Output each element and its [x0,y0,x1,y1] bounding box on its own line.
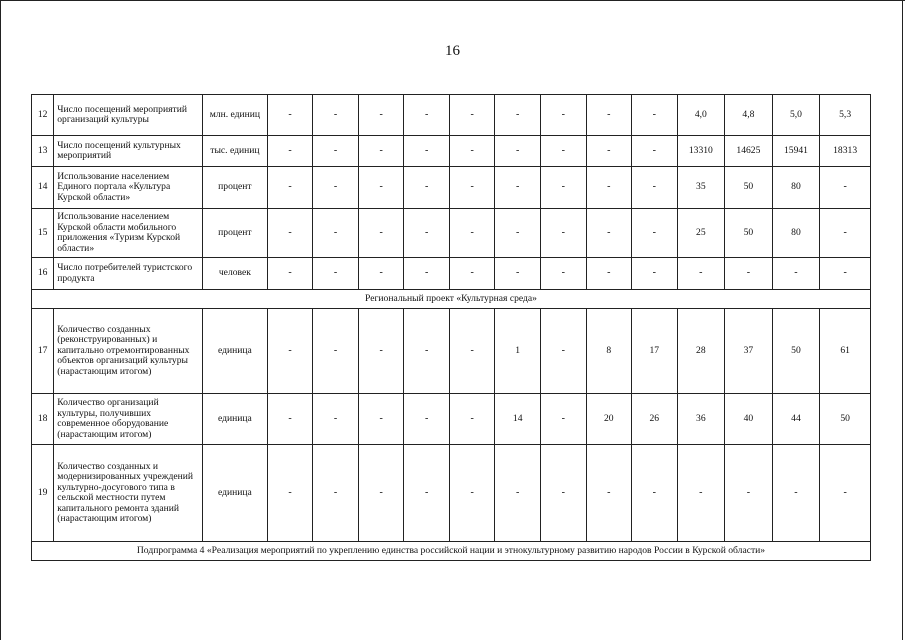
value-cell: - [404,394,450,445]
value-cell: 14625 [725,136,773,167]
row-number: 19 [32,445,54,542]
value-cell: - [404,95,450,136]
value-cell: - [632,209,678,258]
value-cell: - [820,209,871,258]
value-cell: - [313,394,359,445]
table-row [32,95,871,136]
value-cell: - [495,445,541,542]
value-cell: - [358,167,404,209]
value-cell: - [725,258,773,290]
page-edge-right [902,0,903,640]
value-cell: - [313,209,359,258]
value-cell: - [632,445,678,542]
value-cell: 5,0 [772,95,820,136]
table-row [32,209,871,258]
value-cell: - [267,136,313,167]
value-cell: - [358,95,404,136]
value-cell: 15941 [772,136,820,167]
value-cell: - [313,136,359,167]
table-row [32,136,871,167]
value-cell: - [404,445,450,542]
unit-of-measure: процент [203,167,268,209]
value-cell: - [632,258,678,290]
value-cell: 61 [820,309,871,394]
page-edge-top [0,0,905,1]
row-number: 15 [32,209,54,258]
unit-of-measure: человек [203,258,268,290]
value-cell: 4,8 [725,95,773,136]
unit-of-measure: тыс. единиц [203,136,268,167]
value-cell: - [540,167,586,209]
value-cell: - [449,445,495,542]
value-cell: - [586,445,632,542]
unit-of-measure: процент [203,209,268,258]
page-edge-left [0,0,1,640]
value-cell: 50 [725,209,773,258]
value-cell: 28 [677,309,725,394]
section-header-regional-project: Региональный проект «Культурная среда» [32,290,871,309]
indicator-name: Использование населением Единого портала «Культура Курской области» [54,167,203,209]
page-number: 16 [445,43,460,59]
row-number: 13 [32,136,54,167]
value-cell: - [540,394,586,445]
value-cell: - [404,209,450,258]
value-cell: 18313 [820,136,871,167]
table-body-footer [32,542,871,561]
value-cell: - [404,167,450,209]
value-cell: 14 [495,394,541,445]
value-cell: - [313,95,359,136]
value-cell: 80 [772,167,820,209]
value-cell: - [267,167,313,209]
indicators-table [31,94,871,561]
indicator-name: Использование населением Курской области мобильного приложения «Туризм Курской области» [54,209,203,258]
value-cell: - [449,258,495,290]
value-cell: - [540,209,586,258]
row-number: 14 [32,167,54,209]
value-cell: - [358,394,404,445]
table-row [32,309,871,394]
value-cell: - [449,394,495,445]
value-cell: 40 [725,394,773,445]
value-cell: - [772,258,820,290]
value-cell: - [267,309,313,394]
value-cell: - [404,309,450,394]
value-cell: 36 [677,394,725,445]
value-cell: 35 [677,167,725,209]
value-cell: - [772,445,820,542]
value-cell: - [313,445,359,542]
value-cell: 4,0 [677,95,725,136]
value-cell: 20 [586,394,632,445]
value-cell: - [449,136,495,167]
unit-of-measure: млн. единиц [203,95,268,136]
value-cell: - [586,258,632,290]
value-cell: - [540,136,586,167]
value-cell: 1 [495,309,541,394]
unit-of-measure: единица [203,309,268,394]
value-cell: 8 [586,309,632,394]
value-cell: 44 [772,394,820,445]
value-cell: - [313,167,359,209]
value-cell: - [358,136,404,167]
value-cell: 25 [677,209,725,258]
value-cell: - [586,209,632,258]
value-cell: 5,3 [820,95,871,136]
value-cell: - [313,309,359,394]
value-cell: - [449,95,495,136]
value-cell: 50 [725,167,773,209]
indicator-name: Число потребителей туристского продукта [54,258,203,290]
value-cell: - [358,445,404,542]
value-cell: - [267,95,313,136]
table-row [32,445,871,542]
value-cell: 50 [772,309,820,394]
value-cell: - [586,95,632,136]
value-cell: 80 [772,209,820,258]
indicator-name: Число посещений мероприятий организаций культуры [54,95,203,136]
value-cell: - [540,309,586,394]
value-cell: - [404,258,450,290]
indicator-name: Количество созданных и модернизированных учреждений культурно-досугового типа в сельской местности путем капитального ремонта зданий (нарастающим итогом) [54,445,203,542]
value-cell: - [267,445,313,542]
value-cell: - [404,136,450,167]
section-header-subprogram: Подпрограмма 4 «Реализация мероприятий по укреплению единства российской нации и этнокультурному развитию народов России в Курской области» [32,542,871,561]
unit-of-measure: единица [203,445,268,542]
value-cell: - [495,258,541,290]
table-row [32,258,871,290]
table-body-part-a [32,95,871,290]
value-cell: - [495,95,541,136]
value-cell: - [586,167,632,209]
table-row [32,394,871,445]
row-number: 17 [32,309,54,394]
table-row [32,167,871,209]
value-cell: - [820,167,871,209]
unit-of-measure: единица [203,394,268,445]
value-cell: 13310 [677,136,725,167]
value-cell: - [632,136,678,167]
value-cell: 26 [632,394,678,445]
table-body-section [32,290,871,309]
value-cell: 50 [820,394,871,445]
value-cell: - [820,445,871,542]
value-cell: - [495,136,541,167]
value-cell: - [267,394,313,445]
value-cell: - [495,167,541,209]
value-cell: - [358,258,404,290]
value-cell: - [586,136,632,167]
row-number: 16 [32,258,54,290]
row-number: 12 [32,95,54,136]
value-cell: - [313,258,359,290]
value-cell: - [358,209,404,258]
indicator-name: Число посещений культурных мероприятий [54,136,203,167]
value-cell: - [820,258,871,290]
value-cell: - [267,209,313,258]
value-cell: - [540,445,586,542]
table-body-part-b [32,309,871,542]
value-cell: - [632,95,678,136]
value-cell: - [495,209,541,258]
value-cell: - [725,445,773,542]
value-cell: 17 [632,309,678,394]
value-cell: - [449,309,495,394]
value-cell: - [358,309,404,394]
value-cell: - [449,209,495,258]
value-cell: - [632,167,678,209]
indicator-name: Количество организаций культуры, получивших современное оборудование (нарастающим итогом) [54,394,203,445]
value-cell: - [540,95,586,136]
value-cell: - [449,167,495,209]
value-cell: - [677,445,725,542]
value-cell: - [267,258,313,290]
indicator-name: Количество созданных (реконструированных) и капитально отремонтированных объектов организаций культуры (нарастающим итогом) [54,309,203,394]
row-number: 18 [32,394,54,445]
value-cell: 37 [725,309,773,394]
value-cell: - [677,258,725,290]
value-cell: - [540,258,586,290]
